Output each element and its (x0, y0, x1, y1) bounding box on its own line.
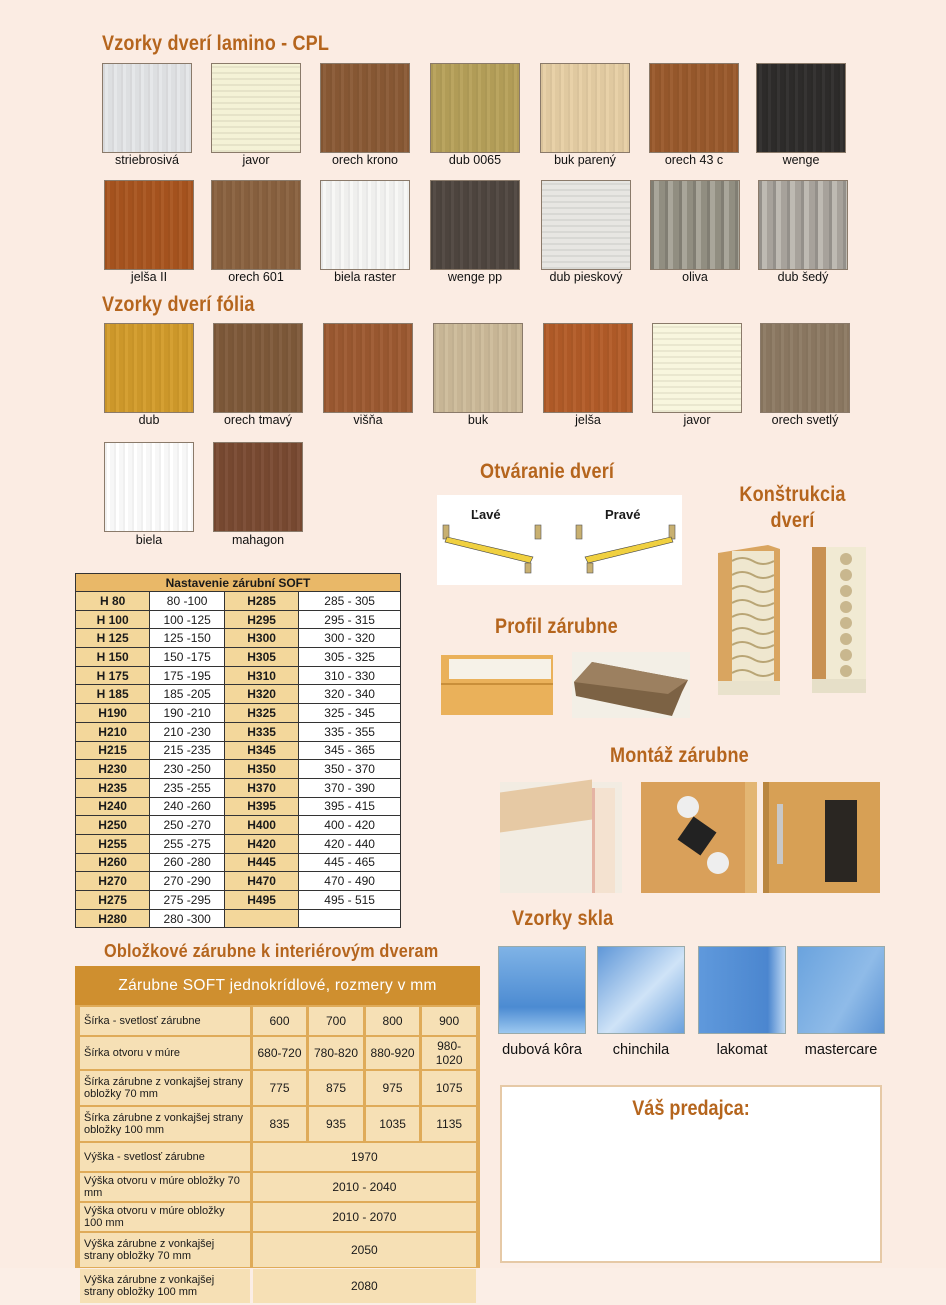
setting-code-cell: H 80 (76, 592, 150, 611)
door-sample-swatch (650, 180, 740, 270)
table-row (80, 1071, 476, 1105)
konstrukcia-title-1: Konštrukcia (739, 483, 846, 506)
dimension-value: 780-820 (309, 1037, 363, 1069)
dimension-label: Šírka zárubne z vonkajšej strany obložky 100 mm (80, 1107, 250, 1141)
dimension-label: Šírka zárubne z vonkajšej strany obložky 70 mm (80, 1071, 250, 1105)
setting-code-cell: H235 (76, 778, 150, 797)
setting-code-cell: H285 (224, 592, 298, 611)
door-sample-label: jelša II (130, 270, 168, 284)
door-sample-swatch (430, 63, 520, 153)
setting-code-cell: H230 (76, 760, 150, 779)
lamino-title: Vzorky dverí lamino - CPL (102, 32, 330, 55)
setting-code-cell: H310 (224, 666, 298, 685)
door-sample-swatch (760, 323, 850, 413)
setting-code-cell: H420 (224, 834, 298, 853)
dimension-label: Výška - svetlosť zárubne (80, 1143, 250, 1171)
opening-right-label: Pravé (605, 507, 641, 522)
opening-diagram (437, 495, 682, 585)
dimension-value: 880-920 (366, 1037, 420, 1069)
frame-profile-image-2 (572, 652, 690, 718)
dimension-value: 835 (253, 1107, 307, 1141)
table-row (80, 1107, 476, 1141)
door-sample-label: dub šedý (777, 270, 829, 284)
door-sample-label: mahagon (231, 533, 285, 547)
dimension-label: Výška otvoru v múre obložky 100 mm (80, 1203, 250, 1231)
setting-range-cell: 445 - 465 (299, 853, 401, 872)
setting-range-cell: 345 - 365 (299, 741, 401, 760)
glass-sample-swatch (698, 946, 786, 1034)
setting-range-cell: 100 -125 (150, 610, 225, 629)
setting-code-cell: H215 (76, 741, 150, 760)
setting-code-cell: H400 (224, 816, 298, 835)
setting-range-cell: 395 - 415 (299, 797, 401, 816)
dimension-value: 775 (253, 1071, 307, 1105)
table-row (76, 629, 401, 648)
setting-range-cell: 270 -290 (150, 872, 225, 891)
door-sample-label: buk (467, 413, 489, 427)
setting-range-cell: 335 - 355 (299, 722, 401, 741)
montaz-title: Montáž zárubne (610, 744, 749, 767)
setting-code-cell: H470 (224, 872, 298, 891)
setting-code-cell: H345 (224, 741, 298, 760)
setting-range-cell: 190 -210 (150, 704, 225, 723)
table-row (80, 1203, 476, 1231)
door-sample-swatch (104, 442, 194, 532)
setting-code-cell: H445 (224, 853, 298, 872)
dimension-value: 1135 (422, 1107, 476, 1141)
setting-code-cell: H370 (224, 778, 298, 797)
door-sample-label: orech svetlý (771, 413, 839, 427)
setting-code-cell: H495 (224, 891, 298, 910)
door-sample-swatch (104, 180, 194, 270)
setting-range-cell: 400 - 420 (299, 816, 401, 835)
door-sample-label: wenge (782, 153, 820, 167)
profil-title: Profil zárubne (495, 615, 618, 638)
table-row (76, 834, 401, 853)
table-row (76, 648, 401, 667)
setting-range-cell: 230 -250 (150, 760, 225, 779)
setting-range-cell: 350 - 370 (299, 760, 401, 779)
setting-code-cell: H210 (76, 722, 150, 741)
setting-range-cell (299, 909, 401, 928)
setting-range-cell: 420 - 440 (299, 834, 401, 853)
glass-sample-swatch (797, 946, 885, 1034)
door-sample-swatch (211, 180, 301, 270)
setting-range-cell: 250 -270 (150, 816, 225, 835)
otvaranie-title: Otváranie dverí (480, 460, 615, 483)
setting-code-cell: H250 (76, 816, 150, 835)
setting-code-cell: H 175 (76, 666, 150, 685)
table-row (76, 741, 401, 760)
table-row (76, 666, 401, 685)
setting-range-cell: 295 - 315 (299, 610, 401, 629)
setting-range-cell: 240 -260 (150, 797, 225, 816)
table-row (80, 1233, 476, 1267)
setting-range-cell: 255 -275 (150, 834, 225, 853)
table-row (80, 1007, 476, 1035)
dimension-value: 680-720 (253, 1037, 307, 1069)
setting-code-cell: H 100 (76, 610, 150, 629)
door-sample-label: orech tmavý (223, 413, 293, 427)
oblozkove-title: Obložkové zárubne k interiérovým dveram (104, 940, 439, 961)
setting-range-cell: 310 - 330 (299, 666, 401, 685)
table-row (76, 704, 401, 723)
setting-range-cell: 150 -175 (150, 648, 225, 667)
opening-diagram-svg (437, 495, 682, 585)
door-sample-swatch (320, 180, 410, 270)
setting-range-cell: 285 - 305 (299, 592, 401, 611)
setting-code-cell: H 125 (76, 629, 150, 648)
dimension-value: 875 (309, 1071, 363, 1105)
setting-range-cell: 260 -280 (150, 853, 225, 872)
setting-code-cell: H335 (224, 722, 298, 741)
setting-code-cell: H190 (76, 704, 150, 723)
dimension-value: 2050 (253, 1233, 476, 1267)
setting-code-cell: H 150 (76, 648, 150, 667)
setting-range-cell: 370 - 390 (299, 778, 401, 797)
door-sample-swatch (323, 323, 413, 413)
setting-code-cell: H240 (76, 797, 150, 816)
door-sample-label: javor (242, 153, 270, 167)
dimension-value: 600 (253, 1007, 307, 1035)
setting-range-cell: 235 -255 (150, 778, 225, 797)
door-sample-swatch (320, 63, 410, 153)
door-sample-label: orech krono (331, 153, 398, 167)
dimension-label: Výška zárubne z vonkajšej strany obložky 100 mm (80, 1269, 250, 1303)
table-row (80, 1173, 476, 1201)
table-row (76, 685, 401, 704)
frame-mounting-image-2 (641, 782, 757, 893)
door-sample-label: buk parený (554, 153, 616, 167)
table-row (76, 891, 401, 910)
table-row (80, 1269, 476, 1303)
setting-code-cell: H305 (224, 648, 298, 667)
glass-sample-label: dubová kôra (502, 1042, 582, 1058)
door-sample-swatch (104, 323, 194, 413)
door-sample-label: orech 601 (228, 270, 284, 284)
door-sample-swatch (758, 180, 848, 270)
table-row (76, 816, 401, 835)
soft-table-title: Zárubne SOFT jednokrídlové, rozmery v mm (75, 966, 480, 1005)
dimension-value: 1035 (366, 1107, 420, 1141)
dimension-value: 2010 - 2040 (253, 1173, 476, 1201)
glass-sample-swatch (498, 946, 586, 1034)
setting-range-cell: 325 - 345 (299, 704, 401, 723)
door-sample-label: oliva (682, 270, 708, 284)
door-sample-swatch (213, 323, 303, 413)
dimension-value: 1970 (253, 1143, 476, 1171)
table-row (76, 760, 401, 779)
setting-range-cell: 305 - 325 (299, 648, 401, 667)
table-row (80, 1037, 476, 1069)
setting-code-cell: H270 (76, 872, 150, 891)
dimension-label: Šírka otvoru v múre (80, 1037, 250, 1069)
door-sample-swatch (213, 442, 303, 532)
setting-range-cell: 175 -195 (150, 666, 225, 685)
soft-table-panel (75, 966, 480, 1298)
settings-table (75, 573, 401, 928)
table-row (76, 778, 401, 797)
setting-range-cell: 300 - 320 (299, 629, 401, 648)
setting-code-cell: H255 (76, 834, 150, 853)
door-sample-label: biela (135, 533, 163, 547)
setting-range-cell: 280 -300 (150, 909, 225, 928)
door-sample-swatch (541, 180, 631, 270)
dimension-label: Výška zárubne z vonkajšej strany obložky 70 mm (80, 1233, 250, 1267)
door-sample-swatch (756, 63, 846, 153)
dealer-title: Váš predajca: (632, 1097, 750, 1120)
setting-range-cell: 320 - 340 (299, 685, 401, 704)
setting-range-cell: 470 - 490 (299, 872, 401, 891)
setting-range-cell: 495 - 515 (299, 891, 401, 910)
door-sample-label: dub pieskový (549, 270, 623, 284)
setting-code-cell: H295 (224, 610, 298, 629)
dimension-label: Výška otvoru v múre obložky 70 mm (80, 1173, 250, 1201)
folia-title: Vzorky dverí fólia (102, 293, 255, 316)
opening-left-label: Ľavé (471, 507, 501, 522)
door-sample-swatch (430, 180, 520, 270)
door-sample-label: javor (683, 413, 711, 427)
frame-profile-image-1 (441, 655, 553, 715)
setting-code-cell: H350 (224, 760, 298, 779)
konstrukcia-title-2: dverí (770, 509, 815, 532)
setting-code-cell: H280 (76, 909, 150, 928)
dimension-value: 800 (366, 1007, 420, 1035)
door-sample-swatch (540, 63, 630, 153)
table-row (80, 1143, 476, 1171)
door-sample-label: biela raster (334, 270, 396, 284)
door-sample-label: jelša (575, 413, 601, 427)
setting-range-cell: 80 -100 (150, 592, 225, 611)
door-sample-swatch (211, 63, 301, 153)
glass-sample-swatch (597, 946, 685, 1034)
glass-sample-label: lakomat (716, 1042, 768, 1058)
setting-code-cell: H300 (224, 629, 298, 648)
table-row (76, 853, 401, 872)
door-sample-label: wenge pp (447, 270, 503, 284)
table-row (76, 872, 401, 891)
settings-table-title: Nastavenie zárubní SOFT (76, 574, 401, 592)
setting-code-cell: H260 (76, 853, 150, 872)
table-row (76, 909, 401, 928)
door-construction-image-2 (808, 545, 872, 695)
setting-code-cell: H395 (224, 797, 298, 816)
dimension-label: Šírka - svetlosť zárubne (80, 1007, 250, 1035)
door-sample-swatch (543, 323, 633, 413)
setting-range-cell: 215 -235 (150, 741, 225, 760)
table-row (76, 797, 401, 816)
door-sample-label: striebrosivá (115, 153, 179, 167)
setting-code-cell: H320 (224, 685, 298, 704)
door-sample-label: dub (138, 413, 160, 427)
frame-mounting-image-1 (500, 782, 622, 893)
dimension-value: 2080 (253, 1269, 476, 1303)
setting-code-cell: H 185 (76, 685, 150, 704)
door-sample-swatch (433, 323, 523, 413)
dealer-box (500, 1085, 882, 1263)
table-row (76, 610, 401, 629)
dimension-value: 975 (366, 1071, 420, 1105)
door-sample-swatch (649, 63, 739, 153)
door-sample-label: orech 43 c (664, 153, 724, 167)
dimension-value: 900 (422, 1007, 476, 1035)
dimension-value: 2010 - 2070 (253, 1203, 476, 1231)
soft-table (80, 1005, 476, 1305)
door-construction-image-1 (718, 545, 780, 695)
dimension-value: 700 (309, 1007, 363, 1035)
dimension-value: 935 (309, 1107, 363, 1141)
door-sample-swatch (102, 63, 192, 153)
setting-code-cell: H325 (224, 704, 298, 723)
door-sample-swatch (652, 323, 742, 413)
door-sample-label: višňa (353, 413, 383, 427)
setting-code-cell: H275 (76, 891, 150, 910)
table-row (76, 592, 401, 611)
frame-mounting-image-3 (763, 782, 880, 893)
sklo-title: Vzorky skla (512, 907, 614, 930)
setting-range-cell: 125 -150 (150, 629, 225, 648)
dimension-value: 980-1020 (422, 1037, 476, 1069)
table-row (76, 722, 401, 741)
setting-range-cell: 210 -230 (150, 722, 225, 741)
door-sample-label: dub 0065 (448, 153, 502, 167)
dimension-value: 1075 (422, 1071, 476, 1105)
setting-range-cell: 185 -205 (150, 685, 225, 704)
setting-code-cell (224, 909, 298, 928)
glass-sample-label: mastercare (804, 1042, 878, 1058)
glass-sample-label: chinchila (612, 1042, 670, 1058)
setting-range-cell: 275 -295 (150, 891, 225, 910)
